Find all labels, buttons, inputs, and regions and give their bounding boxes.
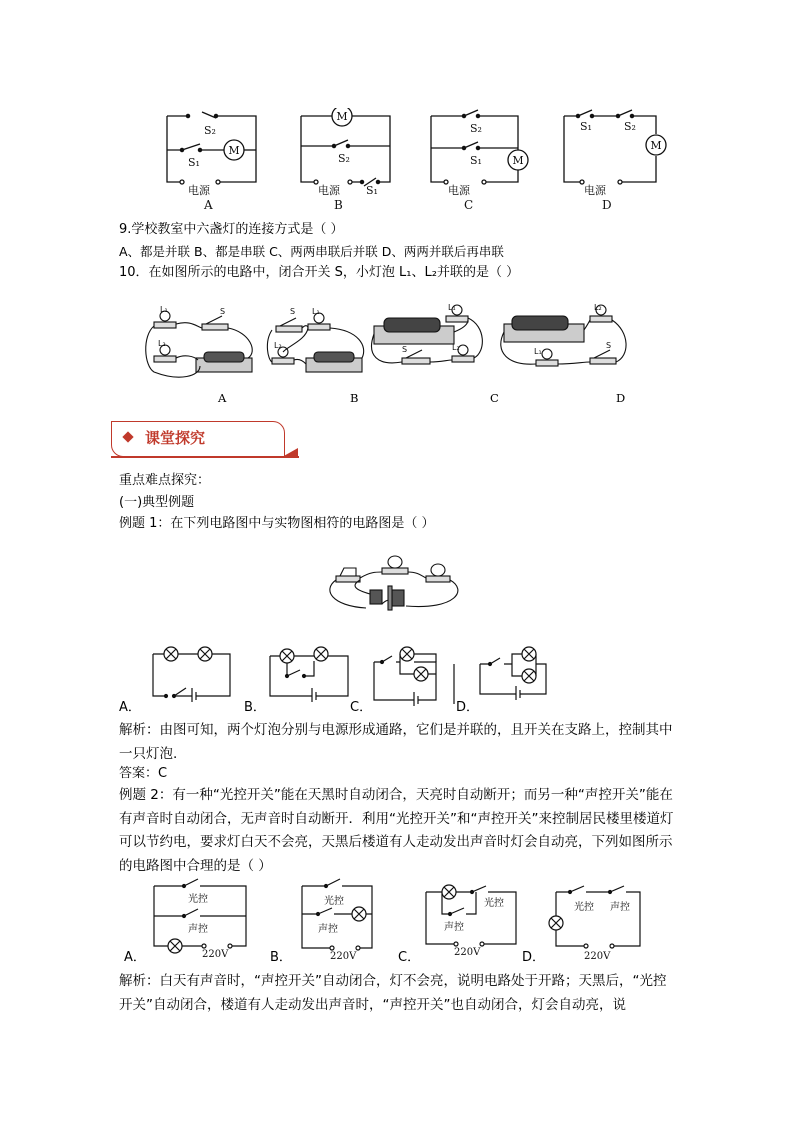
svg-text:S: S [402, 345, 408, 354]
example2-question: 例题 2：有一种“光控开关”能在天黑时自动闭合，天亮时自动断开；而另一种“声控开关”能在有声音时自动闭合，无声音时自动断开．利用“光控开关”和“声控开关”来控制居民楼里楼道灯可以节约电，要求灯白天不会亮，天黑后楼道有人走动发出声音时灯会自动亮，下列如图所示的电路图中合理的是（ ） [119, 787, 674, 874]
example2-diagram-d [540, 880, 650, 964]
svg-text:S₁: S₁ [366, 184, 378, 197]
ex2-option-b: B． [270, 950, 292, 965]
example2-analysis: 解析：白天有声音时，“声控开关”自动闭合，灯不会亮，说明电路处于开路；天黑后，“光控开关”自动闭合，楼道有人走动发出声音时，“声控开关”也自动闭合，灯会自动亮，说 [119, 973, 667, 1013]
heading: 重点难点探究： [119, 473, 211, 488]
ex2-option-d: D． [522, 950, 546, 965]
ex2-option-a: A． [124, 950, 146, 965]
svg-text:M: M [336, 110, 348, 123]
svg-text:M: M [650, 139, 662, 152]
example1-diagram-c [370, 644, 460, 706]
svg-text:S₂: S₂ [470, 122, 482, 135]
svg-text:D: D [602, 198, 612, 212]
svg-text:L₂: L₂ [158, 339, 166, 348]
example1-analysis: 解析：由图可知，两个灯泡分别与电源形成通路，它们是并联的，且开关在支路上，控制其中一只灯泡. [119, 722, 673, 762]
q9-options: A、都是并联 B、都是串联 C、两两串联后并联 D、两两并联后再串联 [119, 244, 504, 259]
ex1-option-a: A． [119, 700, 141, 715]
svg-text:L₁: L₁ [312, 307, 320, 316]
svg-text:声控: 声控 [444, 922, 464, 933]
svg-text:声控: 声控 [318, 924, 338, 935]
svg-text:L₂: L₂ [274, 341, 282, 350]
ex1-option-c: C． [350, 700, 373, 715]
svg-text:电源: 电源 [188, 184, 210, 197]
diagram-letter: A [204, 198, 213, 212]
svg-text:光控: 光控 [188, 894, 208, 905]
svg-text:声控: 声控 [610, 902, 630, 913]
example1-picture [326, 550, 466, 618]
q8-diagram-c [424, 108, 534, 212]
section-title: 课堂探究 [145, 429, 206, 447]
q10-label-d: D [616, 391, 626, 405]
example2-diagram-a [148, 876, 258, 960]
q10-pictures [140, 296, 650, 386]
svg-text:电源: 电源 [318, 184, 340, 197]
svg-text:220V: 220V [330, 951, 357, 960]
svg-text:S₁: S₁ [470, 154, 482, 167]
example1-answer: 答案：C [119, 766, 168, 781]
svg-text:光控: 光控 [484, 898, 504, 909]
ex1-option-b: B． [244, 700, 266, 715]
svg-text:C: C [464, 198, 474, 212]
svg-text:220V: 220V [454, 947, 481, 958]
svg-text:S: S [606, 341, 612, 350]
example2-diagram-c [420, 878, 530, 962]
svg-text:S₂: S₂ [338, 152, 350, 165]
svg-text:S₂: S₂ [204, 124, 216, 137]
svg-text:L₂: L₂ [452, 343, 460, 352]
svg-text:L₂: L₂ [594, 303, 602, 312]
example1-question: 例题 1：在下列电路图中与实物图相符的电路图是（ ） [119, 516, 435, 531]
ex2-option-c: C． [398, 950, 421, 965]
subheading: (一)典型例题 [119, 495, 195, 510]
banner-triangle [282, 448, 298, 457]
example1-diagram-a [148, 646, 234, 702]
q10-label-c: C [490, 391, 499, 405]
example2-diagram-b [296, 876, 406, 960]
svg-text:S₁: S₁ [188, 156, 200, 169]
motor-label: M [228, 144, 240, 157]
svg-text:B: B [334, 198, 343, 212]
svg-text:光控: 光控 [574, 902, 594, 913]
q8-diagram-a [160, 108, 270, 212]
svg-text:L₁: L₁ [534, 347, 542, 356]
svg-text:S: S [290, 307, 296, 316]
svg-text:M: M [512, 154, 524, 167]
svg-text:L₁: L₁ [160, 305, 168, 314]
svg-text:S₁: S₁ [580, 120, 592, 133]
q8-diagram-b [294, 108, 404, 212]
banner-underline [111, 456, 299, 458]
example1-diagram-d [476, 644, 566, 700]
svg-text:220V: 220V [202, 949, 229, 960]
svg-text:L₁: L₁ [448, 303, 456, 312]
ex1-option-d: D． [456, 700, 480, 715]
svg-text:光控: 光控 [324, 896, 344, 907]
q10-label-b: B [350, 391, 359, 405]
q9-question: 9.学校教室中六盏灯的连接方式是（ ） [119, 222, 344, 237]
q8-diagram-d [558, 104, 678, 212]
svg-text:220V: 220V [584, 951, 611, 962]
svg-text:声控: 声控 [188, 924, 208, 935]
svg-text:S₂: S₂ [624, 120, 636, 133]
example1-diagram-b [264, 644, 354, 702]
q10-label-a: A [218, 391, 227, 405]
svg-text:电源: 电源 [584, 184, 606, 197]
svg-text:电源: 电源 [448, 184, 470, 197]
q10-question: 10．在如图所示的电路中，闭合开关 S，小灯泡 L₁、L₂并联的是（ ） [119, 265, 520, 280]
svg-text:S: S [220, 307, 226, 316]
